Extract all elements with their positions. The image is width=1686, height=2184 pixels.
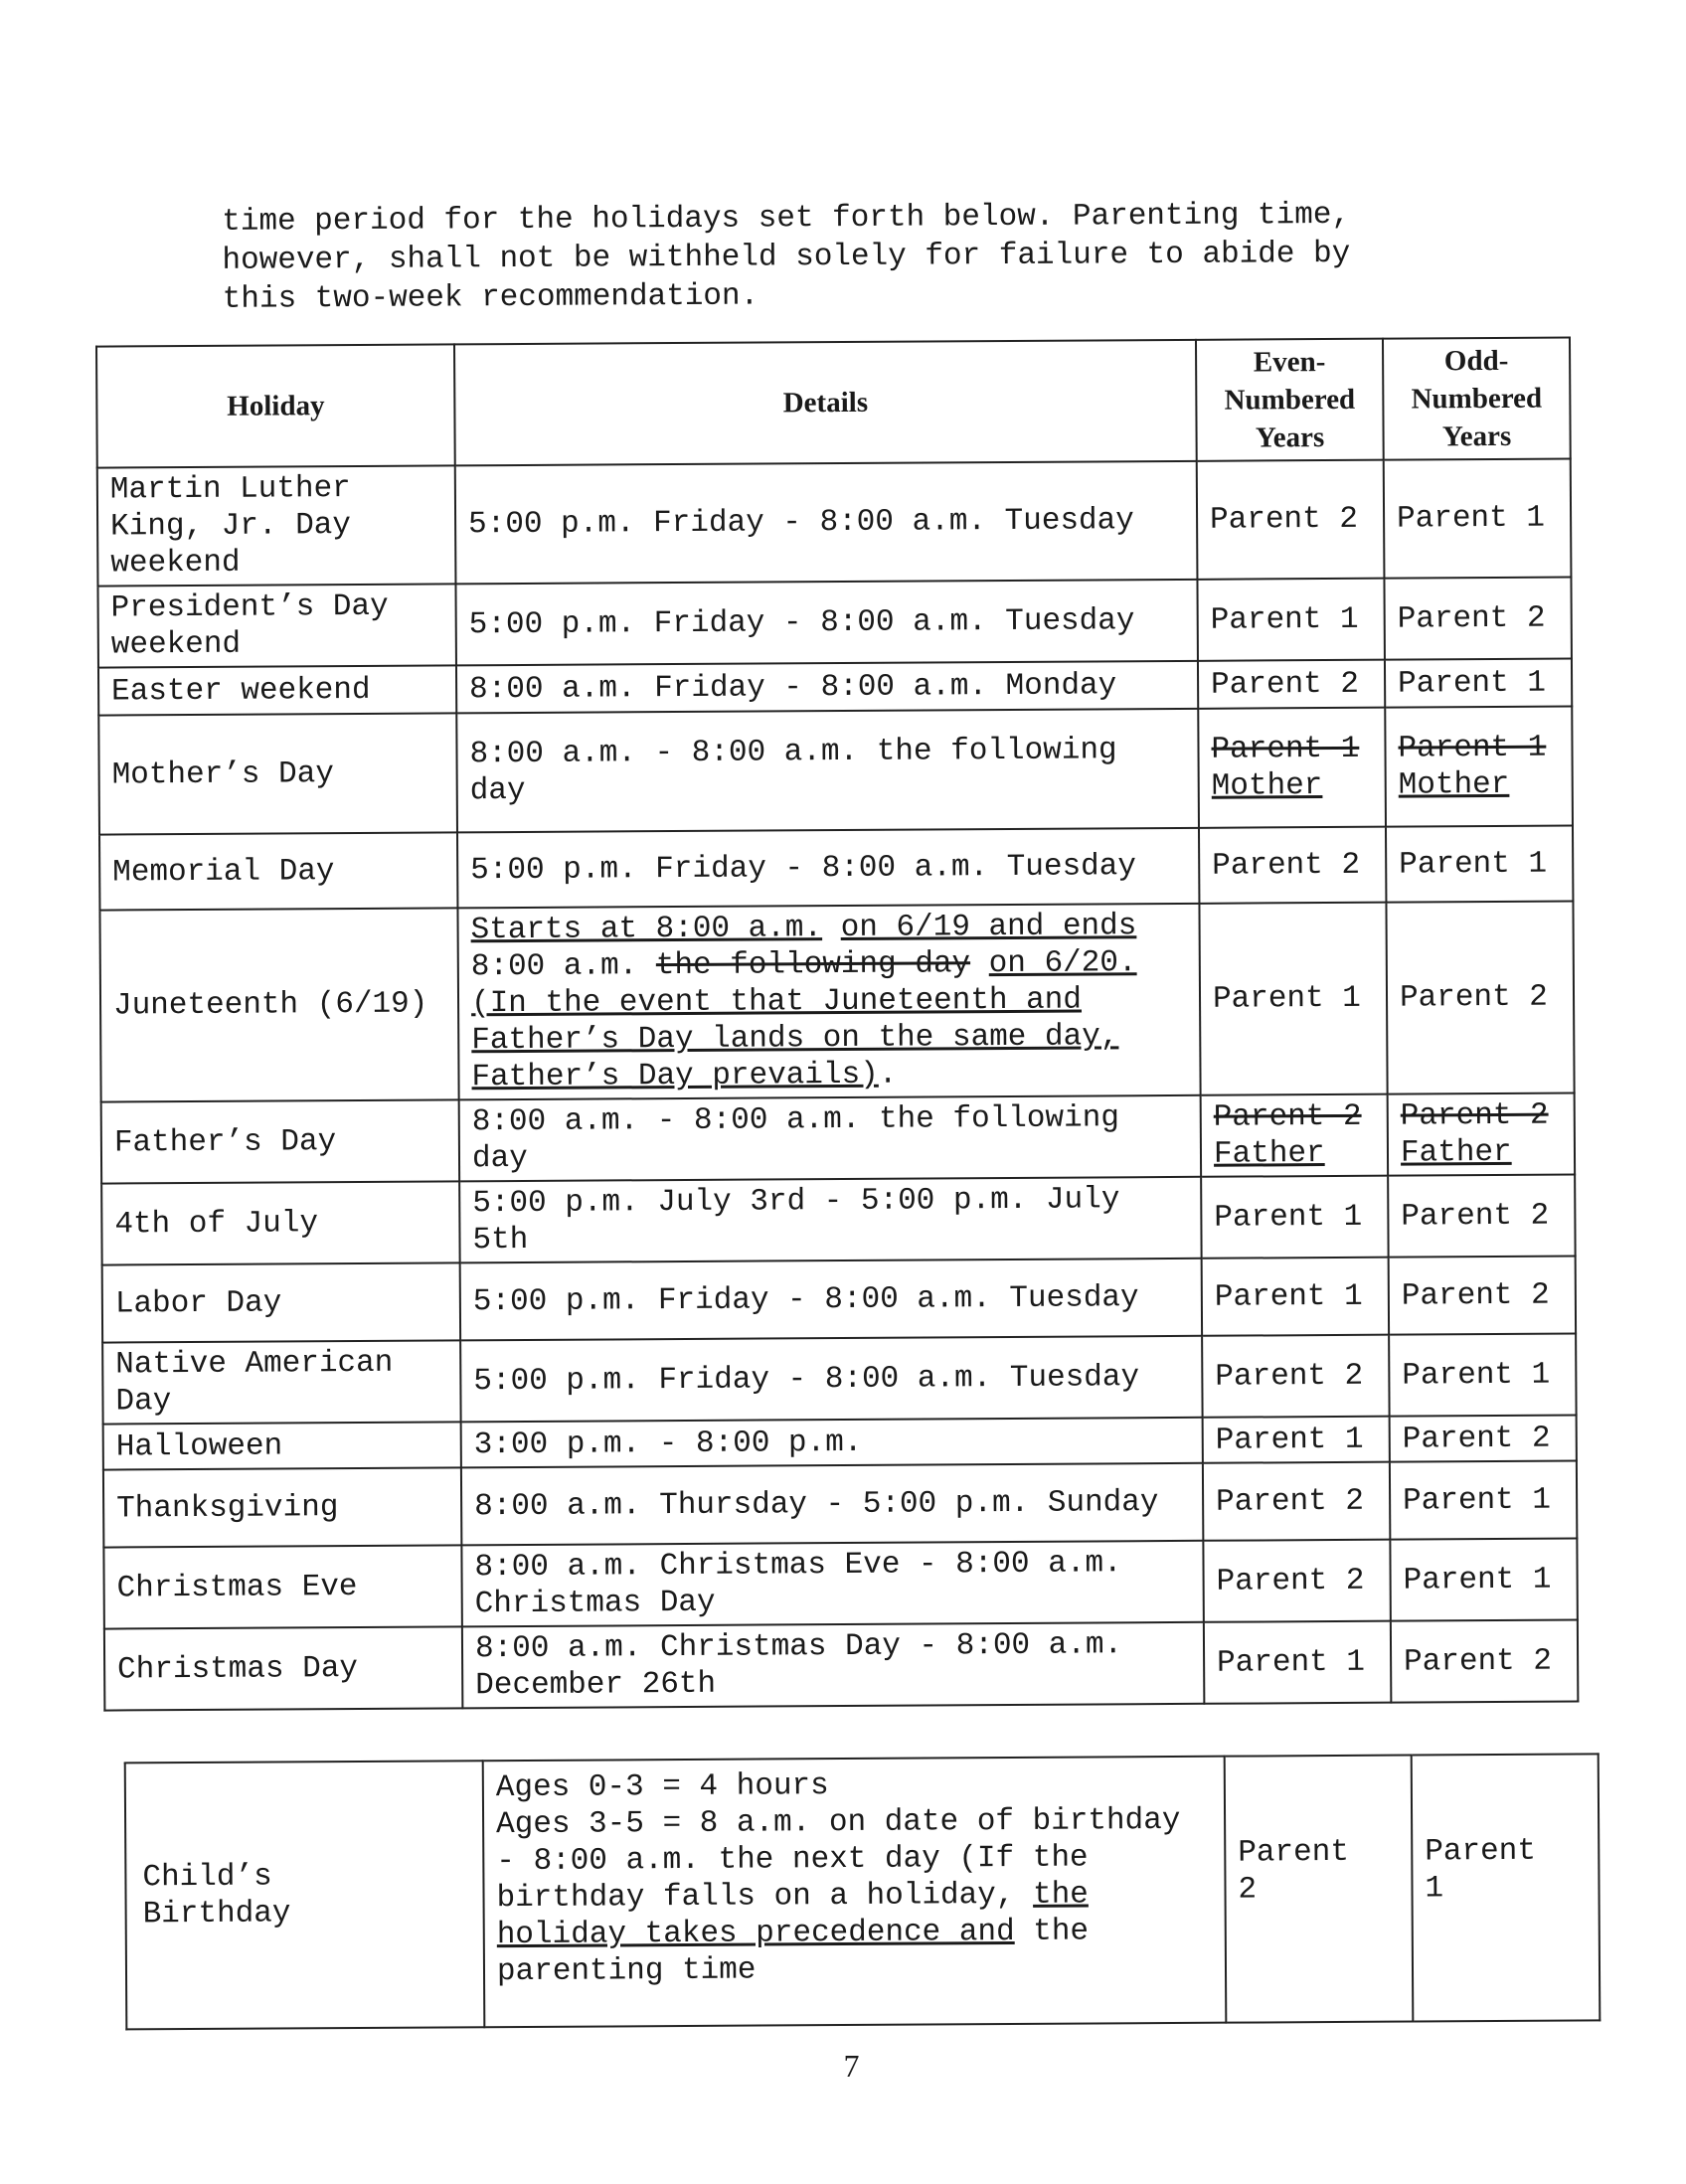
plain-text: Ages 0-3 = 4 hours (495, 1768, 829, 1806)
even-year-parent: Parent 2 (1203, 1540, 1390, 1622)
intro-paragraph: time period for the holidays set forth below. Parenting time, however, shall not be withheld solely for failure to abide by this two-week recommendation. (222, 197, 1351, 317)
plain-text: Ages 3-5 = 8 a.m. on date of birthday - 8:00 a.m. the next day (If the birthday falls on a holiday, (495, 1802, 1181, 1917)
holiday-name: Memorial Day (99, 832, 457, 910)
plain-text: the parenting time (496, 1914, 1090, 1990)
holiday-details: 8:00 a.m. Christmas Eve - 8:00 a.m. Christmas Day (461, 1541, 1203, 1627)
holiday-name: Easter weekend (98, 665, 456, 715)
even-year-parent: Parent 1 (1201, 1176, 1388, 1259)
birthday-label: Child’s Birthday (142, 1859, 291, 1932)
inserted-text: Mother (1398, 766, 1510, 803)
struck-text: Parent 2 (1213, 1098, 1362, 1135)
struck-text: the following day (655, 946, 971, 984)
inserted-text: on 6/19 and ends (840, 909, 1137, 946)
even-year-parent: Parent 1 (1202, 1258, 1389, 1336)
odd-year-parent: Parent 1 (1386, 826, 1573, 903)
table-row (97, 578, 1571, 668)
struck-text: Parent 2 (1400, 1097, 1549, 1134)
inserted-text: the holiday takes precedence and (496, 1877, 1089, 1953)
odd-year-parent: Parent 2 (1388, 1175, 1575, 1258)
even-year-parent (1201, 1094, 1388, 1177)
holiday-details: 5:00 p.m. Friday - 8:00 a.m. Tuesday (455, 580, 1197, 666)
odd-year-parent: Parent 2 (1389, 1257, 1576, 1335)
table-row (97, 459, 1572, 587)
even-year-parent: Parent 2 (1199, 827, 1386, 904)
holiday-name: President’s Day weekend (97, 584, 455, 667)
holiday-name: Martin Luther King, Jr. Day weekend (97, 465, 456, 586)
struck-text: Parent 1 (1398, 730, 1547, 766)
birthday-schedule-table (124, 1753, 1602, 2030)
holiday-details: 5:00 p.m. Friday - 8:00 a.m. Tuesday (460, 1259, 1202, 1341)
table-row (99, 826, 1573, 911)
even-year-parent: Parent 2 (1203, 1462, 1390, 1541)
holiday-details: 8:00 a.m. Friday - 8:00 a.m. Monday (456, 661, 1198, 714)
table-row (103, 1539, 1577, 1629)
header-details: Details (454, 340, 1197, 466)
odd-year-parent: Parent 1 (1390, 1461, 1577, 1540)
holiday-details: 5:00 p.m. Friday - 8:00 a.m. Tuesday (455, 461, 1198, 585)
header-odd-years: Odd- Numbered Years (1383, 338, 1571, 460)
odd-parent-text: Parent 1 (1425, 1833, 1537, 1907)
header-holiday: Holiday (96, 344, 455, 467)
even-year-parent: Parent 2 (1198, 660, 1385, 709)
odd-year-parent: Parent 1 (1390, 1539, 1577, 1621)
even-year-parent: Parent 1 (1199, 903, 1387, 1095)
even-year-parent (1225, 1756, 1414, 2023)
table-row (101, 1175, 1575, 1265)
holiday-details: 8:00 a.m. Christmas Day - 8:00 a.m. December 26th (462, 1622, 1204, 1709)
odd-year-parent: Parent 2 (1390, 1416, 1577, 1462)
even-year-parent: Parent 1 (1197, 579, 1384, 661)
table-row (104, 1620, 1578, 1711)
even-year-parent: Parent 2 (1197, 460, 1385, 580)
holiday-details: 8:00 a.m. - 8:00 a.m. the following day (459, 1095, 1201, 1182)
odd-year-parent: Parent 1 (1385, 659, 1572, 708)
holiday-details: 8:00 a.m. Thursday - 5:00 p.m. Sunday (461, 1463, 1203, 1546)
inserted-text: Starts at 8:00 a.m. (470, 911, 823, 948)
holiday-name: Christmas Day (104, 1626, 462, 1710)
holiday-name: Native American Day (102, 1340, 460, 1424)
holiday-name: Halloween (103, 1422, 461, 1469)
table-row (102, 1257, 1576, 1343)
table-row (125, 1754, 1601, 2029)
holiday-name (125, 1761, 485, 2029)
odd-year-parent (1385, 707, 1573, 827)
table-header-row (96, 338, 1571, 468)
even-year-parent: Parent 1 (1203, 1417, 1390, 1463)
even-year-parent (1198, 708, 1386, 828)
table-row (103, 1461, 1577, 1548)
holiday-name: Mother’s Day (98, 713, 457, 834)
even-parent-text: Parent 2 (1238, 1834, 1350, 1908)
inserted-text: Father (1400, 1134, 1512, 1171)
holiday-details: 5:00 p.m. Friday - 8:00 a.m. Tuesday (457, 828, 1199, 909)
holiday-details: 5:00 p.m. July 3rd - 5:00 p.m. July 5th (459, 1177, 1201, 1263)
odd-year-parent (1412, 1754, 1601, 2021)
odd-year-parent: Parent 2 (1386, 902, 1574, 1094)
holiday-name: 4th of July (101, 1181, 459, 1264)
holiday-schedule-table (95, 337, 1579, 1712)
holiday-name: Christmas Eve (103, 1545, 461, 1628)
odd-year-parent (1388, 1093, 1575, 1176)
odd-year-parent: Parent 1 (1389, 1334, 1576, 1417)
holiday-details: 5:00 p.m. Friday - 8:00 a.m. Tuesday (460, 1336, 1202, 1423)
plain-text: . (878, 1057, 898, 1092)
holiday-details: 8:00 a.m. - 8:00 a.m. the following day (456, 709, 1199, 833)
holiday-name: Juneteenth (6/19) (99, 908, 458, 1101)
page-number: 7 (843, 2047, 860, 2085)
odd-year-parent: Parent 2 (1391, 1620, 1578, 1703)
inserted-text: on 6/20. (In the event that Juneteenth and Father’s Day lands on the same day, Father’s Day prevails) (470, 945, 1137, 1095)
even-year-parent: Parent 1 (1204, 1621, 1391, 1704)
holiday-details (457, 904, 1200, 1100)
table-row (98, 707, 1573, 835)
header-even-years: Even- Numbered Years (1196, 339, 1384, 461)
table-row (101, 1093, 1575, 1184)
plain-text (970, 946, 989, 981)
odd-year-parent: Parent 1 (1384, 459, 1572, 579)
holiday-name: Thanksgiving (103, 1467, 461, 1547)
plain-text (822, 911, 841, 945)
holiday-details: 3:00 p.m. - 8:00 p.m. (461, 1418, 1203, 1468)
even-year-parent: Parent 2 (1202, 1335, 1389, 1418)
holiday-details (483, 1757, 1227, 2028)
table-row (99, 902, 1574, 1102)
holiday-name: Father’s Day (101, 1099, 459, 1183)
inserted-text: Father (1213, 1136, 1325, 1172)
plain-text: 8:00 a.m. (470, 948, 656, 985)
inserted-text: Mother (1211, 768, 1323, 804)
odd-year-parent: Parent 2 (1384, 578, 1571, 660)
holiday-name: Labor Day (102, 1262, 460, 1342)
table-row (102, 1334, 1576, 1425)
struck-text: Parent 1 (1211, 731, 1360, 767)
